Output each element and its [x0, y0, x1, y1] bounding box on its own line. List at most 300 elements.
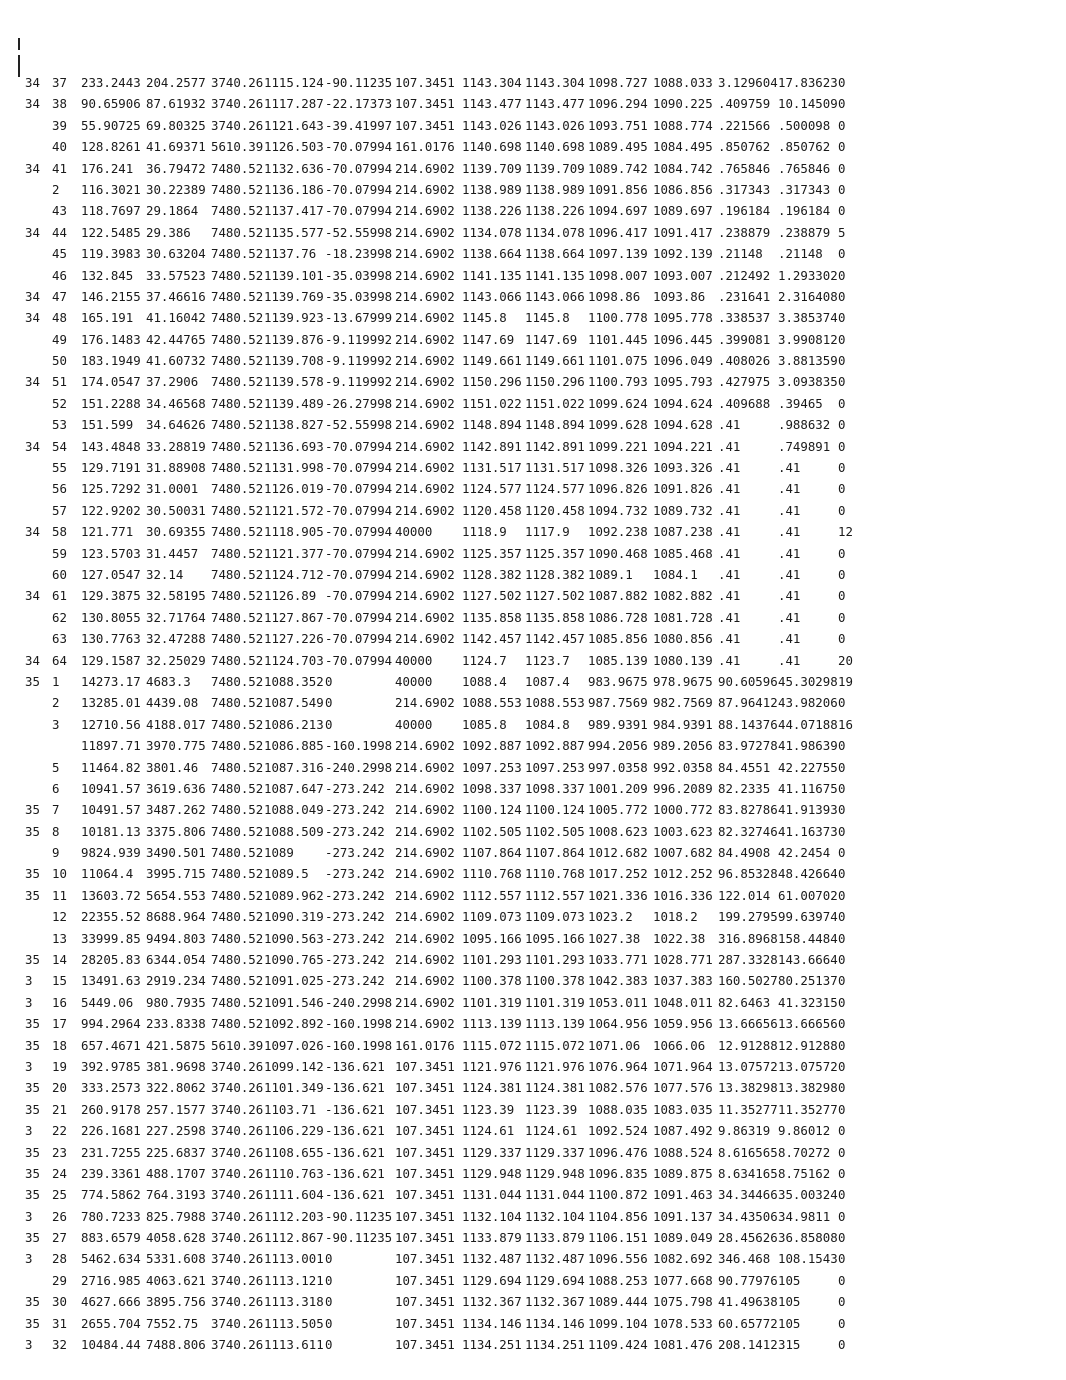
table-cell: 7480.52 [211, 524, 264, 540]
table-cell: 1101.319 [462, 994, 522, 1010]
table-cell: 16 [838, 716, 853, 732]
margin-mark [18, 38, 20, 50]
table-cell: 84.4908 [718, 845, 771, 861]
table-row [25, 928, 1055, 949]
table-cell: 1143.477 [525, 96, 585, 112]
table-cell: 1092.139 [653, 246, 713, 262]
table-cell: 315 [778, 1337, 801, 1353]
table-cell: 2.316408 [778, 288, 838, 304]
table-cell: 7480.52 [211, 246, 264, 262]
table-cell: 1096.445 [653, 331, 713, 347]
table-cell: 129.3875 [81, 588, 141, 604]
table-cell: 1084.8 [525, 716, 570, 732]
table-cell: 3740.26 [211, 1251, 264, 1267]
table-cell: 13.38298 [718, 1080, 778, 1096]
table-cell: 1109.424 [588, 1337, 648, 1353]
table-cell: 1110.768 [462, 866, 522, 882]
table-cell: 1101.319 [525, 994, 585, 1010]
table-cell: 34 [25, 524, 40, 540]
table-cell: 1099.142 [264, 1058, 324, 1074]
table-cell: 41.60732 [146, 353, 206, 369]
table-cell: 3.093835 [778, 374, 838, 390]
table-cell: 151.599 [81, 417, 134, 433]
table-cell: 107.3451 [395, 1144, 455, 1160]
table-cell: 0 [838, 545, 846, 561]
table-cell: 1137.76 [264, 246, 317, 262]
table-cell: 214.6902 [395, 631, 455, 647]
table-cell: 32.25029 [146, 652, 206, 668]
table-cell: -90.11235 [325, 1208, 393, 1224]
table-cell: 7480.52 [211, 952, 264, 968]
table-cell: .41 [718, 588, 741, 604]
table-cell: 1098.727 [588, 75, 648, 90]
table-cell: 1091.137 [653, 1208, 713, 1224]
table-cell: 0 [325, 1294, 333, 1310]
table-cell: 214.6902 [395, 288, 455, 304]
table-cell: 107.3451 [395, 1251, 455, 1267]
table-cell: 1131.044 [462, 1187, 522, 1203]
table-cell: .500098 [778, 117, 831, 133]
table-cell: 1150.296 [462, 374, 522, 390]
table-cell: .317343 [718, 181, 771, 197]
table-cell: 174.0547 [81, 374, 141, 390]
table-cell: 43.98206 [778, 695, 838, 711]
table-cell: 1106.151 [588, 1230, 648, 1246]
table-cell: 1099.628 [588, 417, 648, 433]
table-row [25, 115, 1055, 136]
table-row [25, 885, 1055, 906]
table-cell: 35 [25, 1101, 40, 1117]
table-cell: 7480.52 [211, 288, 264, 304]
table-cell: 1000.772 [653, 802, 713, 818]
table-cell: 1129.948 [525, 1165, 585, 1181]
table-cell: 83.82786 [718, 802, 778, 818]
table-cell: 11897.71 [81, 738, 141, 754]
table-cell: 1138.226 [525, 203, 585, 219]
table-cell: 7480.52 [211, 224, 264, 240]
table-cell: .41 [778, 481, 801, 497]
table-cell: 257.1577 [146, 1101, 206, 1117]
table-cell: 54 [52, 438, 67, 454]
table-cell: -35.03998 [325, 288, 393, 304]
table-cell: 35 [25, 1165, 40, 1181]
table-cell: -70.07994 [325, 609, 393, 625]
table-cell: 48 [52, 310, 67, 326]
table-cell: 1113.001 [264, 1251, 324, 1267]
table-cell: 1136.186 [264, 181, 324, 197]
table-cell: 1087.549 [264, 695, 324, 711]
table-cell [52, 735, 81, 756]
table-cell: -273.242 [325, 887, 385, 903]
table-cell: 1124.577 [525, 481, 585, 497]
table-cell: 1126.019 [264, 481, 324, 497]
table-cell: 1091.417 [653, 224, 713, 240]
table-cell: 0 [838, 909, 846, 925]
table-cell: 214.6902 [395, 994, 455, 1010]
table-cell: .21148 [718, 246, 763, 262]
table-cell: 35 [25, 1144, 40, 1160]
table-cell: 55 [52, 460, 67, 476]
table-cell: .41 [778, 609, 801, 625]
table-cell: 1121.377 [264, 545, 324, 561]
table-cell: 2716.985 [81, 1272, 141, 1288]
table-cell: 53 [52, 417, 67, 433]
table-cell: 122.9202 [81, 502, 141, 518]
table-cell: 0 [838, 310, 846, 326]
table-cell: 1115.072 [525, 1037, 585, 1053]
table-cell: 214.6902 [395, 438, 455, 454]
table-cell: -136.621 [325, 1058, 385, 1074]
table-cell: 1089.875 [653, 1165, 713, 1181]
table-cell: 34 [25, 652, 40, 668]
table-cell: 1131.517 [525, 460, 585, 476]
table-cell: 1138.226 [462, 203, 522, 219]
table-cell: 41.16373 [778, 823, 838, 839]
table-cell: 214.6902 [395, 481, 455, 497]
table-row [25, 628, 1055, 649]
table-row [25, 799, 1055, 820]
table-row [25, 1334, 1055, 1355]
table-cell: 1121.976 [462, 1058, 522, 1074]
table-cell: 0 [838, 823, 846, 839]
table-row [25, 778, 1055, 799]
table-cell: 3619.636 [146, 780, 206, 796]
table-cell: 1012.252 [653, 866, 713, 882]
table-cell: 1139.489 [264, 395, 324, 411]
table-cell: 5610.39 [211, 1037, 264, 1053]
table-cell: 233.8338 [146, 1016, 206, 1032]
table-cell: 21 [52, 1101, 67, 1117]
table-row [25, 521, 1055, 542]
table-cell: 13.07572 [778, 1058, 838, 1074]
table-cell [25, 500, 52, 521]
table-row [25, 735, 1055, 756]
table-cell: .850762 [778, 139, 831, 155]
table-cell: 7480.52 [211, 695, 264, 711]
table-cell: 47 [52, 288, 67, 304]
table-cell: 1129.337 [462, 1144, 522, 1160]
table-cell: -70.07994 [325, 631, 393, 647]
table-cell: 3740.26 [211, 1272, 264, 1288]
table-cell: 1089.049 [653, 1230, 713, 1246]
table-cell: 421.5875 [146, 1037, 206, 1053]
table-cell: 0 [838, 1272, 846, 1288]
table-cell: 1095.166 [462, 930, 522, 946]
table-row [25, 564, 1055, 585]
table-cell: 1138.664 [462, 246, 522, 262]
table-cell: 233.2443 [81, 75, 141, 90]
table-cell: 9 [52, 845, 60, 861]
table-cell: 55.90725 [81, 117, 141, 133]
table-cell [25, 329, 52, 350]
table-cell: 1118.905 [264, 524, 324, 540]
table-cell: 1027.38 [588, 930, 641, 946]
table-cell: 107.3451 [395, 1337, 455, 1353]
table-cell: 107.3451 [395, 1230, 455, 1246]
table-cell: 1 [52, 673, 60, 689]
table-cell: 1142.457 [525, 631, 585, 647]
table-cell: 1140.698 [462, 139, 522, 155]
table-cell: 1087.882 [588, 588, 648, 604]
table-cell: 1080.139 [653, 652, 713, 668]
table-cell: 1088.253 [588, 1272, 648, 1288]
table-cell: 34.43506 [718, 1208, 778, 1224]
table-row [25, 1163, 1055, 1184]
table-cell: 1094.732 [588, 502, 648, 518]
table-cell: 3740.26 [211, 1165, 264, 1181]
table-cell: 35 [25, 823, 40, 839]
table-cell: 1088.509 [264, 823, 324, 839]
table-cell: 1151.022 [462, 395, 522, 411]
table-cell: -90.11235 [325, 75, 393, 90]
table-cell [25, 457, 52, 478]
table-cell: 34 [25, 75, 40, 90]
table-cell: 1092.238 [588, 524, 648, 540]
table-cell: 7480.52 [211, 203, 264, 219]
table-cell: 161.0176 [395, 1037, 455, 1053]
table-cell: -273.242 [325, 802, 385, 818]
table-cell: -70.07994 [325, 481, 393, 497]
table-cell: 1088.553 [462, 695, 522, 711]
table-cell: 41.32315 [778, 994, 838, 1010]
table-cell: 1112.557 [462, 887, 522, 903]
table-cell: 1147.69 [525, 331, 578, 347]
table-cell: 7480.52 [211, 181, 264, 197]
table-cell: 7480.52 [211, 930, 264, 946]
table-cell: 989.9391 [588, 716, 648, 732]
table-cell: 1088.524 [653, 1144, 713, 1160]
table-cell: 1084.742 [653, 160, 713, 176]
table-cell: 287.3328 [718, 952, 778, 968]
table-cell: 1098.326 [588, 460, 648, 476]
table-cell: 1121.643 [264, 117, 324, 133]
table-cell [25, 778, 52, 799]
table-cell: 3895.756 [146, 1294, 206, 1310]
table-cell: 5610.39 [211, 139, 264, 155]
table-cell: 1135.858 [525, 609, 585, 625]
table-cell: 3740.26 [211, 1208, 264, 1224]
table-cell: 1088.033 [653, 75, 713, 90]
table-cell: 1098.86 [588, 288, 641, 304]
table-cell: 3740.26 [211, 117, 264, 133]
table-cell: 41.16042 [146, 310, 206, 326]
table-cell: 0 [838, 374, 846, 390]
table-cell: 1080.856 [653, 631, 713, 647]
table-cell: 0 [838, 203, 846, 219]
table-cell: 3740.26 [211, 1337, 264, 1353]
table-cell: 44.07188 [778, 716, 838, 732]
table-row [25, 1313, 1055, 1334]
table-cell: 1127.502 [462, 588, 522, 604]
table-cell: 1139.101 [264, 267, 324, 283]
margin-mark [18, 55, 20, 77]
table-cell: 41.49638 [718, 1294, 778, 1310]
table-cell: 35 [25, 1187, 40, 1203]
table-cell: 1104.856 [588, 1208, 648, 1224]
table-row [25, 757, 1055, 778]
table-cell: -70.07994 [325, 588, 393, 604]
table-cell: 982.7569 [653, 695, 713, 711]
table-cell: 39 [52, 117, 67, 133]
table-cell: .41 [778, 545, 801, 561]
table-cell: .212492 [718, 267, 771, 283]
table-cell: 34 [25, 96, 40, 112]
table-cell: 37.2906 [146, 374, 199, 390]
table-cell: 35 [25, 1294, 40, 1310]
table-cell: 1129.337 [525, 1144, 585, 1160]
table-cell: 1082.576 [588, 1080, 648, 1096]
table-cell: .196184 [778, 203, 831, 219]
table-cell: -26.27998 [325, 395, 393, 411]
table-cell: 214.6902 [395, 566, 455, 582]
table-cell [25, 906, 52, 927]
table-cell: 12.91288 [718, 1037, 778, 1053]
table-cell: 1113.505 [264, 1315, 324, 1331]
table-cell: 1134.146 [525, 1315, 585, 1331]
table-cell: 1100.124 [525, 802, 585, 818]
table-cell: 239.3361 [81, 1165, 141, 1181]
table-cell: 1101.445 [588, 331, 648, 347]
table-cell: 26 [52, 1208, 67, 1224]
table-cell: 7480.52 [211, 1016, 264, 1032]
table-cell: .238879 [778, 224, 831, 240]
table-cell: 1150.296 [525, 374, 585, 390]
table-cell: 82.6463 [718, 994, 771, 1010]
table-cell: 143.6664 [778, 952, 838, 968]
table-cell: 160.5027 [718, 973, 778, 989]
table-cell: 0 [838, 1058, 846, 1074]
table-cell: 22 [52, 1123, 67, 1139]
table-cell: 0 [325, 695, 333, 711]
table-cell: 978.9675 [653, 673, 713, 689]
table-cell: 225.6837 [146, 1144, 206, 1160]
table-cell: 0 [838, 1337, 846, 1353]
table-cell: .41 [718, 502, 741, 518]
table-cell: 19 [52, 1058, 67, 1074]
table-cell: 1134.251 [525, 1337, 585, 1353]
table-cell: 1131.998 [264, 460, 324, 476]
table-cell: 0 [838, 695, 846, 711]
table-cell: 0 [838, 866, 846, 882]
table-cell: -70.07994 [325, 160, 393, 176]
table-cell: 227.2598 [146, 1123, 206, 1139]
table-cell: 0 [838, 1080, 846, 1096]
table-cell: 7480.52 [211, 417, 264, 433]
table-cell: 1082.692 [653, 1251, 713, 1267]
table-cell: .41 [778, 502, 801, 518]
table-cell: 3801.46 [146, 759, 199, 775]
table-cell: 1143.477 [462, 96, 522, 112]
table-cell: 1089.5 [264, 866, 309, 882]
table-cell: 1112.557 [525, 887, 585, 903]
table-cell: 1098.007 [588, 267, 648, 283]
table-cell: 1143.026 [525, 117, 585, 133]
table-cell: .41 [718, 652, 741, 668]
table-cell: 1145.8 [462, 310, 507, 326]
table-row [25, 500, 1055, 521]
table-cell: 4188.017 [146, 716, 206, 732]
table-cell: 41.11675 [778, 780, 838, 796]
table-row [25, 371, 1055, 392]
table-cell [25, 928, 52, 949]
table-cell: 1129.694 [462, 1272, 522, 1288]
table-cell: 56 [52, 481, 67, 497]
table-cell: 214.6902 [395, 502, 455, 518]
table-cell: .41 [778, 652, 801, 668]
table-cell: -70.07994 [325, 524, 393, 540]
table-row [25, 949, 1055, 970]
table-row [25, 970, 1055, 991]
data-table [25, 72, 1055, 1355]
table-cell: 1091.826 [653, 481, 713, 497]
table-cell: 1001.209 [588, 780, 648, 796]
table-cell: 3740.26 [211, 1080, 264, 1096]
table-row [25, 607, 1055, 628]
table-cell: 0 [838, 1101, 846, 1117]
table-cell: 214.6902 [395, 374, 455, 390]
table-cell: 42.2454 [778, 845, 831, 861]
table-cell: 58 [52, 524, 67, 540]
table-cell: 214.6902 [395, 759, 455, 775]
table-cell: 87.61932 [146, 96, 206, 112]
table-cell: -70.07994 [325, 502, 393, 518]
table-cell: 1071.06 [588, 1037, 641, 1053]
table-cell: 33.57523 [146, 267, 206, 283]
table-cell: 657.4671 [81, 1037, 141, 1053]
table-cell: 5449.06 [81, 994, 134, 1010]
table-cell: 7480.52 [211, 438, 264, 454]
table-cell: 214.6902 [395, 267, 455, 283]
table-cell: 107.3451 [395, 117, 455, 133]
table-cell: 107.3451 [395, 1165, 455, 1181]
table-cell: 7480.52 [211, 545, 264, 561]
table-cell: 1077.576 [653, 1080, 713, 1096]
table-cell: 4683.3 [146, 673, 191, 689]
table-cell: 0 [838, 331, 846, 347]
table-cell: 40000 [395, 673, 433, 689]
table-cell: 10941.57 [81, 780, 141, 796]
table-cell: 60.65772 [718, 1315, 778, 1331]
table-cell: 10 [52, 866, 67, 882]
table-cell: 1094.628 [653, 417, 713, 433]
table-cell: .41 [778, 566, 801, 582]
table-cell: 3.881359 [778, 353, 838, 369]
table-cell: 1101.293 [525, 952, 585, 968]
table-cell: 37 [52, 75, 67, 90]
table-cell: 1108.655 [264, 1144, 324, 1160]
table-row [25, 200, 1055, 221]
table-cell: 10491.57 [81, 802, 141, 818]
table-row [25, 1184, 1055, 1205]
table-cell: 13491.63 [81, 973, 141, 989]
table-cell: 3740.26 [211, 1230, 264, 1246]
table-cell: 12 [52, 909, 67, 925]
table-cell [25, 842, 52, 863]
table-cell: .988632 [778, 417, 831, 433]
table-cell: 36.85808 [778, 1230, 838, 1246]
table-cell: -273.242 [325, 909, 385, 925]
table-cell: -52.55998 [325, 224, 393, 240]
table-cell: 1095.778 [653, 310, 713, 326]
table-cell: -136.621 [325, 1165, 385, 1181]
table-cell: 143.4848 [81, 438, 141, 454]
table-cell: 1088.035 [588, 1101, 648, 1117]
table-cell: 214.6902 [395, 203, 455, 219]
table-cell: -273.242 [325, 952, 385, 968]
table-cell [25, 628, 52, 649]
table-cell: 1088.4 [462, 673, 507, 689]
table-cell: 16 [52, 994, 67, 1010]
